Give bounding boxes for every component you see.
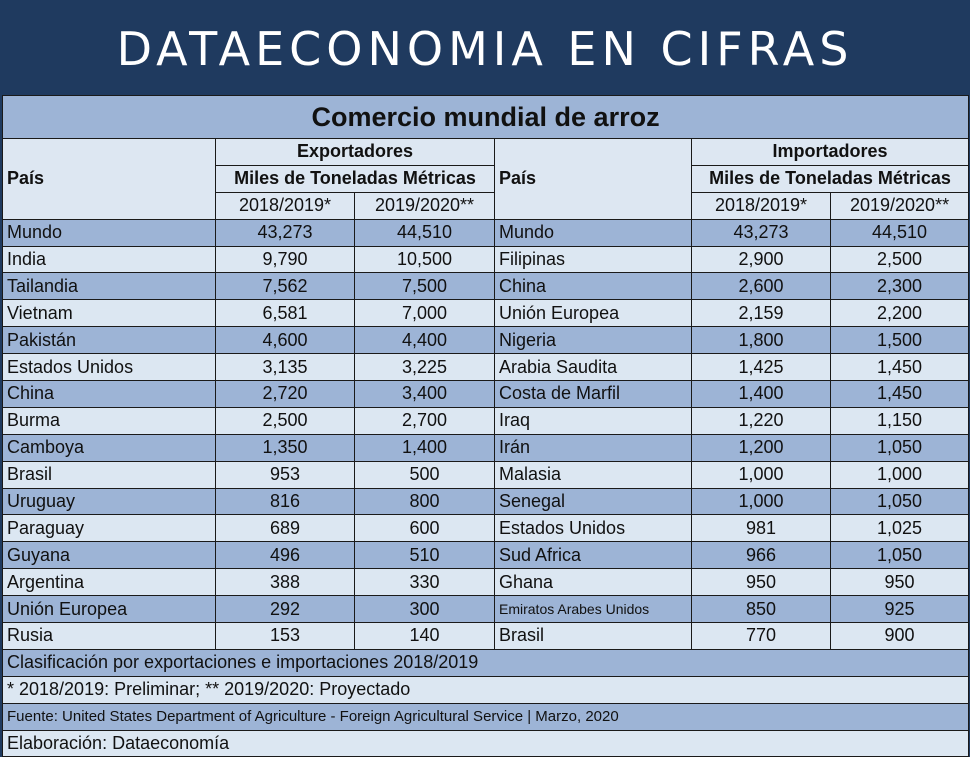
importer-value-2019: 1,025 [831, 515, 969, 542]
year-notes: * 2018/2019: Preliminar; ** 2019/2020: Proyectado [3, 676, 969, 703]
importer-value-2018: 1,000 [692, 461, 831, 488]
table-row [3, 219, 969, 246]
importer-value-2018: 1,800 [692, 327, 831, 354]
importer-country: Nigeria [495, 327, 692, 354]
header-row-1 [3, 139, 969, 166]
table-row [3, 569, 969, 596]
table-row [3, 542, 969, 569]
exporter-country-header: País [3, 139, 216, 220]
importer-country: Mundo [495, 219, 692, 246]
exporter-country: Brasil [3, 461, 216, 488]
exporters-year1: 2018/2019* [216, 192, 355, 219]
importer-value-2018: 1,425 [692, 354, 831, 381]
exporters-header: Exportadores [216, 139, 495, 166]
table-title-row [3, 96, 969, 139]
exporter-country: Paraguay [3, 515, 216, 542]
importer-value-2018: 2,600 [692, 273, 831, 300]
importer-country: Irán [495, 434, 692, 461]
importer-value-2019: 2,300 [831, 273, 969, 300]
importer-value-2018: 1,200 [692, 434, 831, 461]
exporter-value-2018: 7,562 [216, 273, 355, 300]
importer-country-header: País [495, 139, 692, 220]
exporters-year2: 2019/2020** [355, 192, 495, 219]
importer-country: Sud Africa [495, 542, 692, 569]
importer-country: Ghana [495, 569, 692, 596]
importer-value-2018: 2,159 [692, 300, 831, 327]
importer-value-2019: 1,050 [831, 434, 969, 461]
banner [2, 2, 968, 95]
importer-country: Senegal [495, 488, 692, 515]
exporter-country: Uruguay [3, 488, 216, 515]
exporter-value-2019: 500 [355, 461, 495, 488]
table-row [3, 488, 969, 515]
table-row [3, 354, 969, 381]
source-note: Fuente: United States Department of Agriculture - Foreign Agricultural Service | Marzo, 2020 [3, 703, 969, 730]
footer [3, 649, 969, 757]
importer-country: Estados Unidos [495, 515, 692, 542]
exporter-value-2019: 3,400 [355, 381, 495, 408]
importer-country: China [495, 273, 692, 300]
classification-note: Clasificación por exportaciones e importaciones 2018/2019 [3, 649, 969, 676]
exporter-value-2019: 600 [355, 515, 495, 542]
importer-value-2019: 2,500 [831, 246, 969, 273]
importer-value-2018: 1,400 [692, 381, 831, 408]
exporter-country: Burma [3, 407, 216, 434]
table-row [3, 461, 969, 488]
table-title: Comercio mundial de arroz [3, 96, 969, 139]
exporter-value-2019: 7,500 [355, 273, 495, 300]
exporter-country: Pakistán [3, 327, 216, 354]
exporter-country: Rusia [3, 623, 216, 650]
exporter-value-2019: 10,500 [355, 246, 495, 273]
exporter-value-2019: 7,000 [355, 300, 495, 327]
exporter-value-2018: 2,720 [216, 381, 355, 408]
importer-value-2018: 1,000 [692, 488, 831, 515]
importer-value-2019: 1,150 [831, 407, 969, 434]
exporter-value-2018: 1,350 [216, 434, 355, 461]
importer-value-2019: 1,450 [831, 354, 969, 381]
importer-value-2019: 925 [831, 596, 969, 623]
importers-units: Miles de Toneladas Métricas [692, 165, 969, 192]
importer-value-2018: 1,220 [692, 407, 831, 434]
exporter-value-2018: 953 [216, 461, 355, 488]
importer-country: Brasil [495, 623, 692, 650]
banner-title: DATAECONOMIA EN CIFRAS [116, 21, 854, 76]
importer-value-2019: 1,050 [831, 488, 969, 515]
table-row [3, 381, 969, 408]
importer-country: Arabia Saudita [495, 354, 692, 381]
exporter-country: Tailandia [3, 273, 216, 300]
importer-value-2019: 1,050 [831, 542, 969, 569]
exporter-country: Camboya [3, 434, 216, 461]
footer-row [3, 649, 969, 676]
exporter-value-2018: 9,790 [216, 246, 355, 273]
exporter-value-2018: 292 [216, 596, 355, 623]
table-row [3, 434, 969, 461]
importer-value-2018: 770 [692, 623, 831, 650]
exporter-value-2019: 300 [355, 596, 495, 623]
exporter-value-2018: 496 [216, 542, 355, 569]
exporter-country: Vietnam [3, 300, 216, 327]
exporter-country: Mundo [3, 219, 216, 246]
data-rows [3, 219, 969, 649]
importer-value-2018: 966 [692, 542, 831, 569]
importer-country: Filipinas [495, 246, 692, 273]
importer-value-2019: 950 [831, 569, 969, 596]
importer-country: Emiratos Arabes Unidos [495, 596, 692, 623]
exporter-value-2019: 140 [355, 623, 495, 650]
table-row [3, 623, 969, 650]
importer-value-2018: 950 [692, 569, 831, 596]
exporter-value-2018: 6,581 [216, 300, 355, 327]
exporter-value-2019: 44,510 [355, 219, 495, 246]
table-row [3, 327, 969, 354]
exporter-value-2018: 2,500 [216, 407, 355, 434]
importer-country: Malasia [495, 461, 692, 488]
importer-country: Iraq [495, 407, 692, 434]
footer-row [3, 703, 969, 730]
exporter-country: Guyana [3, 542, 216, 569]
exporter-value-2018: 153 [216, 623, 355, 650]
exporter-country: Unión Europea [3, 596, 216, 623]
importers-year2: 2019/2020** [831, 192, 969, 219]
exporter-country: China [3, 381, 216, 408]
importer-value-2019: 900 [831, 623, 969, 650]
exporter-value-2019: 330 [355, 569, 495, 596]
rice-trade-table [2, 95, 969, 757]
exporters-units: Miles de Toneladas Métricas [216, 165, 495, 192]
table-row [3, 246, 969, 273]
importers-year1: 2018/2019* [692, 192, 831, 219]
exporter-country: Argentina [3, 569, 216, 596]
table-row [3, 300, 969, 327]
exporter-country: India [3, 246, 216, 273]
credit-note: Elaboración: Dataeconomía [3, 730, 969, 757]
importer-value-2018: 850 [692, 596, 831, 623]
exporter-value-2018: 3,135 [216, 354, 355, 381]
table-row [3, 596, 969, 623]
importer-value-2018: 981 [692, 515, 831, 542]
exporter-value-2019: 510 [355, 542, 495, 569]
table-row [3, 515, 969, 542]
exporter-value-2019: 800 [355, 488, 495, 515]
importer-country: Unión Europea [495, 300, 692, 327]
importer-value-2018: 2,900 [692, 246, 831, 273]
importer-value-2019: 2,200 [831, 300, 969, 327]
importer-value-2019: 44,510 [831, 219, 969, 246]
importer-value-2019: 1,500 [831, 327, 969, 354]
exporter-value-2018: 689 [216, 515, 355, 542]
exporter-country: Estados Unidos [3, 354, 216, 381]
importer-value-2019: 1,000 [831, 461, 969, 488]
table-row [3, 407, 969, 434]
importer-value-2019: 1,450 [831, 381, 969, 408]
exporter-value-2018: 43,273 [216, 219, 355, 246]
exporter-value-2019: 2,700 [355, 407, 495, 434]
importer-value-2018: 43,273 [692, 219, 831, 246]
importers-header: Importadores [692, 139, 969, 166]
exporter-value-2019: 1,400 [355, 434, 495, 461]
table-row [3, 273, 969, 300]
importer-country: Costa de Marfil [495, 381, 692, 408]
exporter-value-2018: 388 [216, 569, 355, 596]
footer-row [3, 676, 969, 703]
exporter-value-2019: 4,400 [355, 327, 495, 354]
footer-row [3, 730, 969, 757]
exporter-value-2018: 4,600 [216, 327, 355, 354]
exporter-value-2019: 3,225 [355, 354, 495, 381]
exporter-value-2018: 816 [216, 488, 355, 515]
